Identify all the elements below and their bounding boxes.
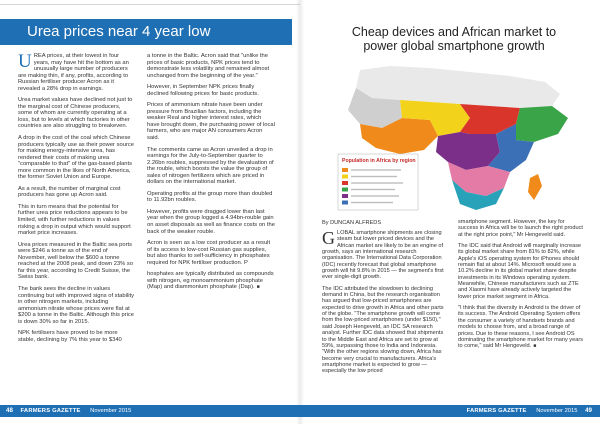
paragraph: A drop in the cost of the coal which Chinese producers typically use as their power source for making energy-intensive urea, has rendered their costs of making urea "comparable to that" of the gas-based plants more common in the likes of North America, the former Soviet Union and Europe.: [18, 135, 134, 181]
article-column-1: [322, 230, 448, 380]
paragraph: This in turn means that the potential for further urea price reductions appears to be limited, with further reductions in values risking a drop in output which would support market price increases.: [18, 203, 131, 237]
paragraph: a tonne in the Baltic. Acron said that "unlike the prices of basic products, NPK prices tend to demonstrate less volatility and remained almost unchanged from the beginning of the year.": [147, 53, 270, 79]
footer-left: [0, 405, 300, 417]
byline: By DUNCAN ALFREDS: [322, 220, 382, 226]
paragraph-text: REA prices, at their lowest in four years, may have hit the bottom as an unusually large number of producers are making thin, if any, profits, according to Russian fertiliser producer Acron as it revealed a 28% drop in earnings.: [18, 53, 129, 92]
paragraph: Acron is seen as a low cost producer as a result of its access to low-cost Russian gas supplies, but also thanks to self-sufficiency in phosphates required for NPK fertiliser production. P: [147, 240, 271, 266]
paragraph: [322, 230, 448, 281]
paragraph: The IDC attributed the slowdown to declining demand in China, but the research organisation has argued that low-priced smartphones are expected to drive growth in Africa and other parts of the globe. "The smartphone growth will come from the low-priced smartphones (under $150)," said Joseph Hengeveld, an IDC SA research analyst. Further IDC data showed that shipments to the Middle East and Africa are set to grow at 59%, surpassing those to India and Indonesia. "With the other regions slowing down, Africa has become very crucial to manufacturers. Africa's smartphone market is expected to grow — especially the low priced: [322, 285, 444, 375]
paragraph: [18, 53, 136, 92]
paragraph: However, in September NPK prices finally declined following prices for basic products.: [147, 84, 259, 97]
paragraph: The bank sees the decline in values continuing but with improved signs of stability in other nitrogen markets, including ammonium nitrate whose prices were flat at $200 a tonne in the Baltic. Although this price is down 30% so far in 2015.: [18, 285, 135, 325]
end-of-article-mark: ■: [533, 343, 537, 350]
right-page: [300, 0, 600, 424]
legend-row-line: [351, 169, 401, 170]
legend-row-line: [351, 195, 399, 196]
issue-date: November 2015: [90, 408, 132, 414]
paragraph: smartphone segment. However, the key for success in Africa will be to launch the right product at the right price point," Mr Hengeveld said.: [458, 219, 583, 238]
legend-swatch: [342, 168, 348, 172]
paragraph: The comments came as Acron unveiled a drop in earnings for the July-to-September quarter to 2.26bn roubles, suppressed by the devaluation of the rouble, which boosts the value the group of sales of nitrogen fertilizers which are priced in dollars on the international market.: [147, 146, 274, 186]
footer-right: [300, 405, 600, 417]
legend-swatch: [342, 201, 348, 205]
paragraph: [458, 305, 586, 349]
paragraph-text: hosphates are typically distributed as compounds with nitrogen, eg monoammonium phosphate (Map) and diammonium phosphate (Dap).: [147, 271, 274, 291]
article-column-2: [458, 219, 586, 355]
headline-bar: [0, 19, 292, 45]
publication-name: FARMERS GAZETTE: [466, 408, 527, 414]
legend-row-line: [351, 182, 403, 183]
paragraph: Operating profits at the group more than doubled to 11.92bn roubles.: [147, 190, 273, 204]
drop-cap: U: [18, 51, 32, 72]
legend-swatch: [342, 175, 348, 179]
page-title: Cheap devices and African market to power global smartphone growth: [351, 25, 557, 53]
paragraph: However, profits were dragged lower than last year when the group logged a 4.94bn-rouble gain on asset disposals as well as finance costs on the back of the weaker rouble.: [147, 208, 275, 235]
publication-name: FARMERS GAZETTE: [20, 408, 81, 414]
legend-row-line: [351, 189, 395, 190]
paragraph-text: LOBAL smartphone shipments are closing steam but lower priced devices and the African market are likely to be an engine of growth, says an international research organisation. The International Data Corporation (IDC) recently forecast that global smartphone growth will hit 9.8% in 2015 — the segment's first ever single-digit growth.: [322, 230, 444, 281]
paragraph: Urea market values have declined not just to the marginal cost of Chinese producers, some of whom are currently operating at a loss, but to levels at which factories in other countries are also struggling to breakeven.: [18, 97, 133, 130]
drop-cap: G: [322, 228, 335, 248]
article-column-1: [18, 53, 136, 348]
paragraph-text: "I think that the diversity in Android is the driver of its success. The Android Operating System offers the consumer a variety of handsets brands and models to choose from, and a broad range of prices. Due to these reasons, I see Android OS dominating the smartphone market for many years to come," said Mr Hengeveld.: [458, 305, 583, 350]
paragraph: As a result, the number of marginal cost producers has gone up Acron said.: [18, 185, 121, 199]
paragraph: NPK fertilisers have proved to be more stable, declining by 7% this year to $340: [18, 330, 122, 343]
legend-header: Population in Africa by region: [342, 158, 416, 164]
africa-population-map: [320, 62, 582, 214]
page-title: Urea prices near 4 year low: [27, 23, 211, 40]
paragraph: The IDC said that Android will marginally increase its global market share from 81% to 82%, while Apple's iOS operating system for iPhones should remain flat at about 14%. Microsoft would see a 10.2% decline in its global market share despite investments in its Windows operating system. Meanwhile, Chinese manufacturers such as ZTE and Xiaomi have already actively targeted the lower price market segment in Africa.: [458, 243, 582, 300]
top-rule: [0, 4, 300, 5]
article-column-2: [147, 53, 275, 296]
paragraph: [147, 271, 275, 291]
legend-swatch: [342, 194, 348, 198]
legend-swatch: [342, 188, 348, 192]
page-number: 49: [585, 407, 592, 414]
page-number: 48: [6, 407, 13, 414]
legend-row-line: [351, 202, 393, 203]
legend-swatch: [342, 181, 348, 185]
issue-date: November 2015: [536, 408, 578, 414]
paragraph: Urea prices measured in the Baltic sea ports were $246 a tonne as of the end of November, well below the $600 a tonne reached at the 2008 peak, and down 23% so far this year, according to Credit Suisse, the Swiss bank.: [18, 241, 134, 281]
paragraph: Prices of ammonium nitrate have been under pressure from Brazilian factors, including the weaker Real and higher interest rates, which have brought down, the purchasing power of local farmers, who are major AN consumers Acron said.: [147, 102, 275, 142]
legend-row-line: [351, 176, 397, 177]
center-fold: [296, 0, 304, 424]
end-of-article-mark: ■: [256, 284, 260, 291]
